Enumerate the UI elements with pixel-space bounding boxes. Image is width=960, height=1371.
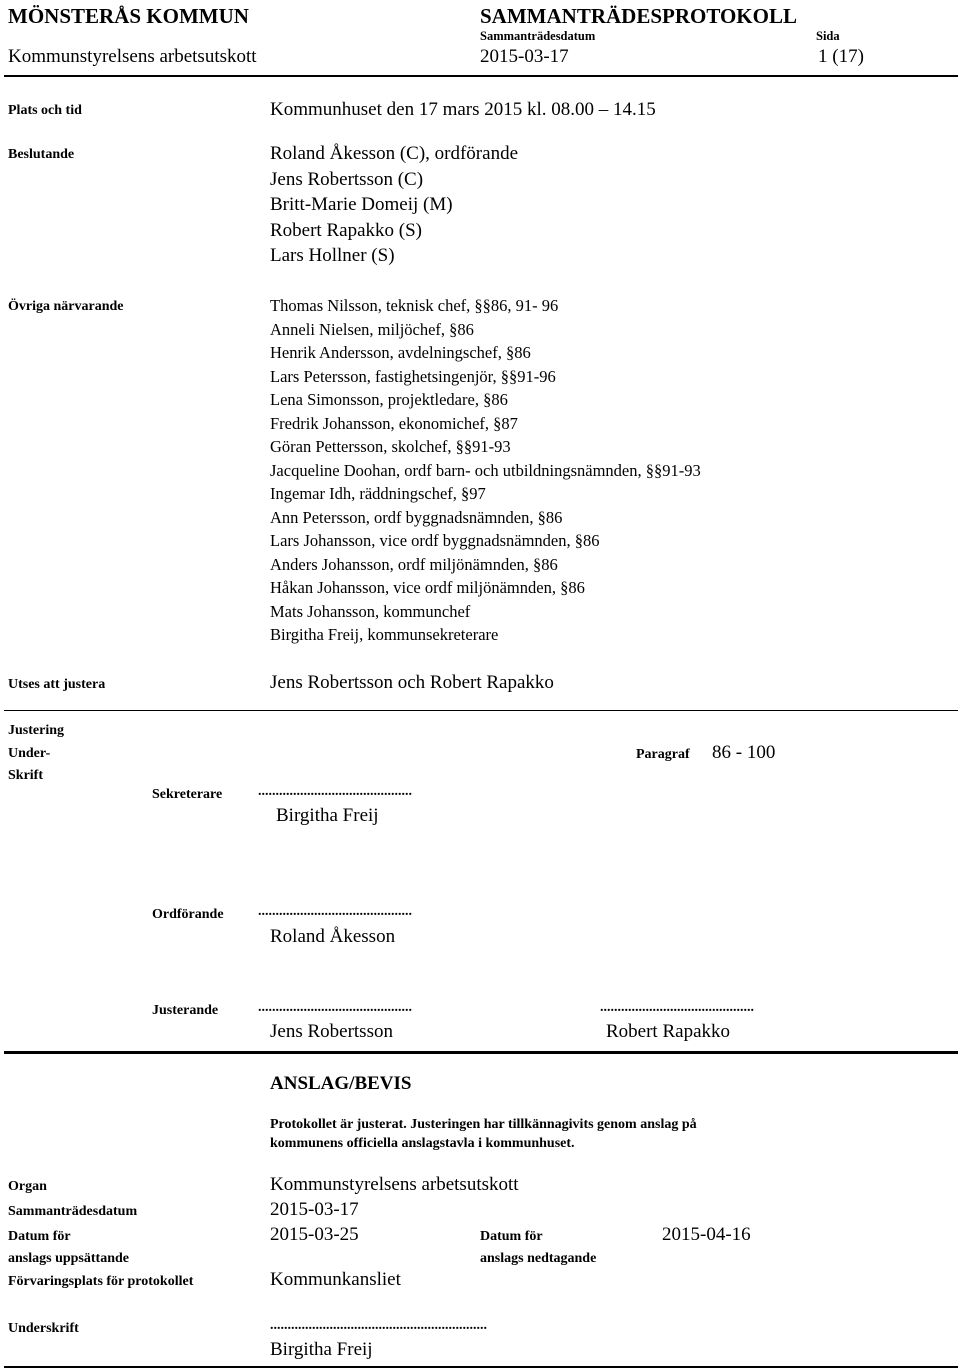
meeting-date: 2015-03-17 [480,46,569,67]
removal-date-label: Datum för [480,1229,543,1244]
storage-label: Förvaringsplats för protokollet [8,1274,194,1289]
adjuster2-signature-line: ............................................ [600,1000,754,1015]
deciding-label: Beslutande [8,147,75,162]
list-item: Mats Johansson, kommunchef [270,601,471,621]
paragraph-value: 86 - 100 [712,742,776,763]
list-item: Fredrik Johansson, ekonomichef, §87 [270,413,518,433]
section-divider [4,710,958,711]
posting-date-label-2: anslags uppsättande [8,1251,129,1266]
adjuster2-name: Robert Rapakko [606,1021,731,1042]
signature-name: Birgitha Freij [270,1339,373,1360]
removal-date-value: 2015-04-16 [662,1224,751,1245]
list-item: Lars Hollner (S) [270,245,395,266]
list-item: Ann Petersson, ordf byggnadsnämnden, §86 [270,507,563,527]
list-item: Britt-Marie Domeij (M) [270,194,453,215]
adjusters-appointed-value: Jens Robertsson och Robert Rapakko [270,672,554,693]
list-item: Thomas Nilsson, teknisk chef, §§86, 91- 96 [270,296,559,315]
notice-meeting-date-label: Sammanträdesdatum [8,1204,138,1219]
list-item: Henrik Andersson, avdelningschef, §86 [270,343,531,362]
adjuster1-signature-line: ............................................ [258,1000,412,1015]
list-item: Jacqueline Doohan, ordf barn- och utbildningsnämnden, §§91-93 [270,460,701,480]
list-item: Birgitha Freij, kommunsekreterare [270,625,499,644]
skrift-label: Skrift [8,768,43,783]
deciding-list [270,141,518,269]
list-item: Lars Johansson, vice ordf byggnadsnämnden, §86 [270,531,600,550]
storage-value: Kommunkansliet [270,1269,401,1290]
chair-label: Ordförande [152,907,224,922]
list-item: Håkan Johansson, vice ordf miljönämnden, §86 [270,578,585,597]
list-item: Ingemar Idh, räddningschef, §97 [270,484,486,503]
list-item: Anneli Nielsen, miljöchef, §86 [270,319,474,339]
secretary-name: Birgitha Freij [276,805,379,826]
page-label: Sida [816,29,840,43]
signature-label: Underskrift [8,1321,79,1336]
list-item: Lena Simonsson, projektledare, §86 [270,390,508,409]
notice-text-line2: kommunens officiella anslagstavla i kommunhuset. [270,1136,575,1151]
notice-meeting-date-value: 2015-03-17 [270,1199,359,1220]
notice-heading: ANSLAG/BEVIS [270,1073,412,1094]
notice-text-line1: Protokollet är justerat. Justeringen har tillkännagivits genom anslag på [270,1117,697,1132]
page-number: 1 (17) [818,46,864,67]
chair-signature-line: ............................................ [258,904,412,919]
chair-name: Roland Åkesson [270,926,396,947]
footer-divider [4,1366,958,1368]
list-item: Jens Robertsson (C) [270,168,424,190]
others-list [270,294,701,647]
organ-value: Kommunstyrelsens arbetsutskott [270,1174,519,1195]
others-label: Övriga närvarande [8,299,124,314]
meeting-date-label: Sammanträdesdatum [480,29,596,43]
signature-line: .............................................................. [270,1318,487,1333]
notice-divider [4,1051,958,1054]
committee-name: Kommunstyrelsens arbetsutskott [8,46,257,67]
place-value: Kommunhuset den 17 mars 2015 kl. 08.00 – 14.15 [270,99,656,120]
justering-label: Justering [8,723,64,738]
adjusters-label: Justerande [152,1003,219,1018]
document-type: SAMMANTRÄDESPROTOKOLL [480,4,797,28]
list-item: Anders Johansson, ordf miljönämnden, §86 [270,554,558,574]
list-item: Lars Petersson, fastighetsingenjör, §§91-96 [270,366,556,386]
place-label: Plats och tid [8,103,82,118]
secretary-label: Sekreterare [152,787,223,802]
list-item: Göran Pettersson, skolchef, §§91-93 [270,437,511,456]
municipality-name: MÖNSTERÅS KOMMUN [8,4,249,28]
list-item: Robert Rapakko (S) [270,219,422,241]
secretary-signature-line: ............................................ [258,784,412,799]
paragraph-label: Paragraf [636,747,690,762]
posting-date-label: Datum för [8,1229,71,1244]
adjusters-appointed-label: Utses att justera [8,677,106,692]
removal-date-label-2: anslags nedtagande [480,1251,597,1266]
adjuster1-name: Jens Robertsson [270,1021,393,1042]
header-divider [4,75,958,77]
organ-label: Organ [8,1179,47,1194]
posting-date-value: 2015-03-25 [270,1224,359,1245]
list-item: Roland Åkesson (C), ordförande [270,143,519,164]
under-label: Under- [8,746,51,761]
